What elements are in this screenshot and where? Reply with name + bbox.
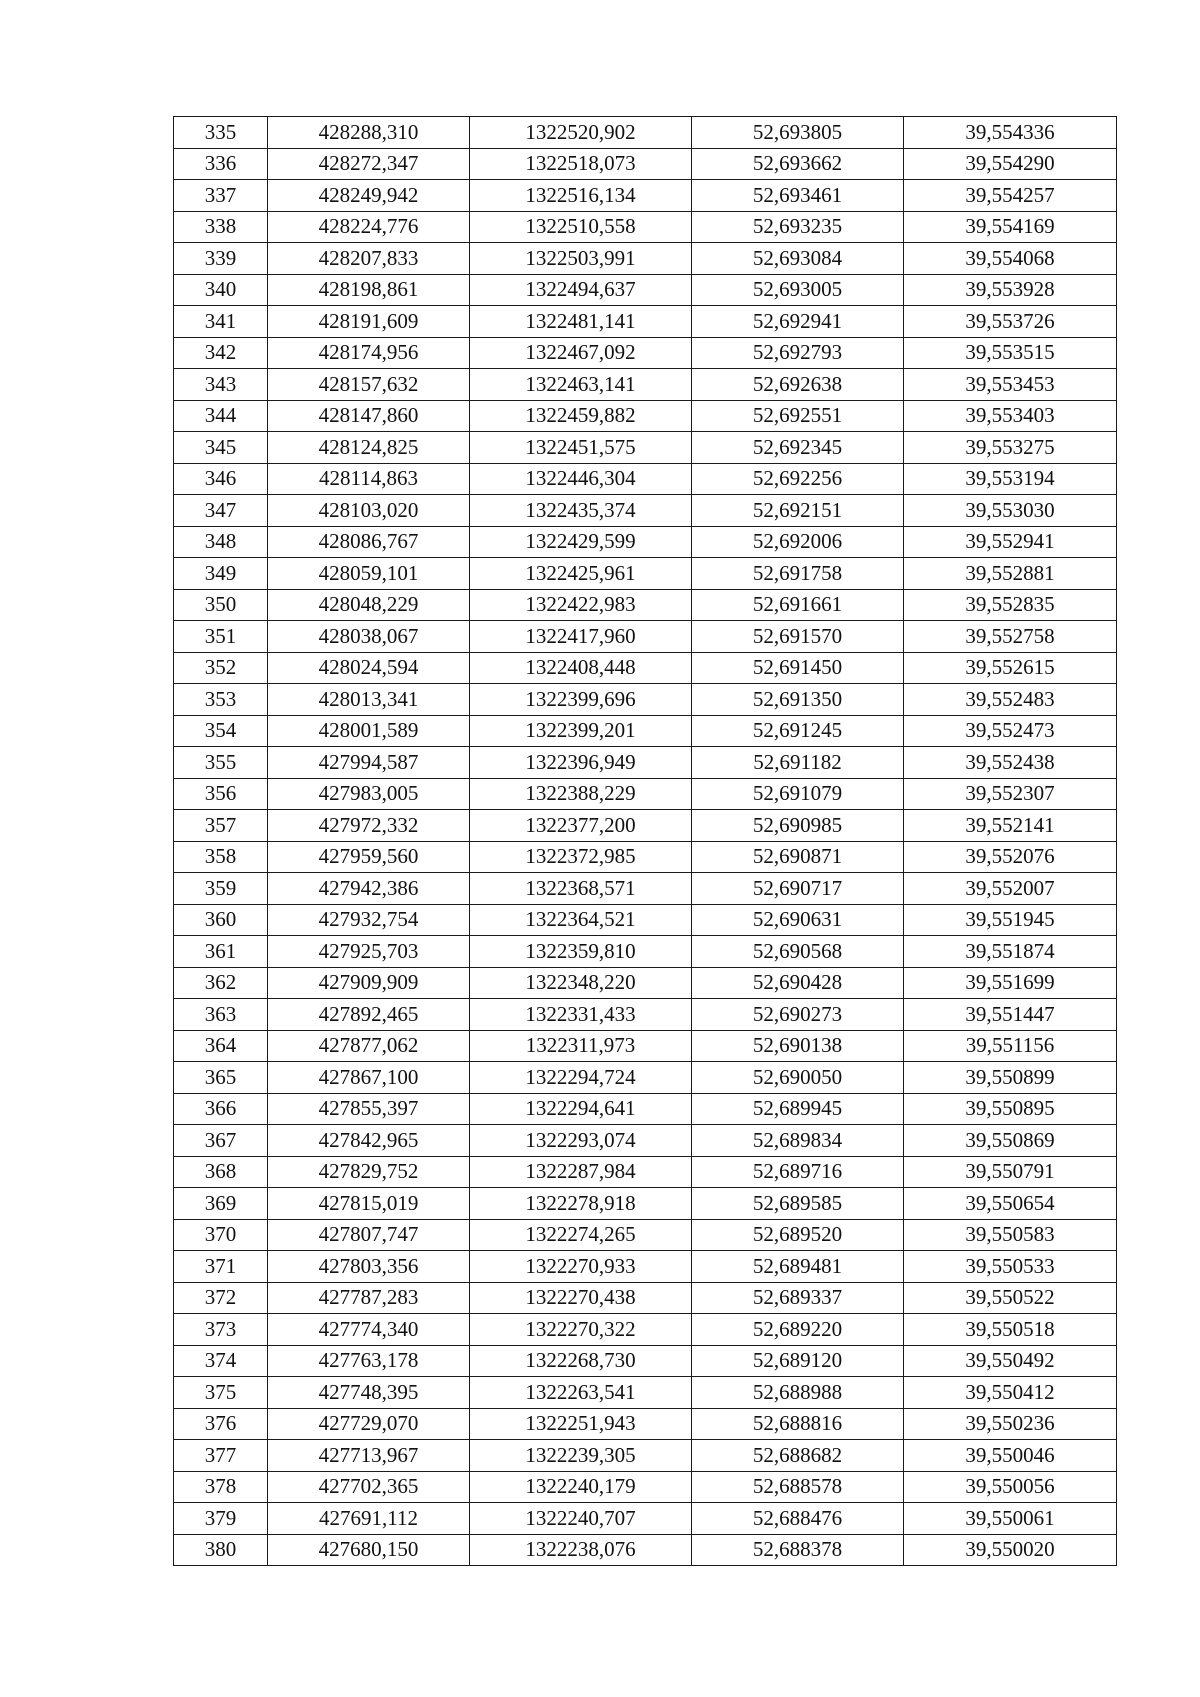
table-row: [174, 652, 1117, 684]
latitude-cell: 52,690631: [692, 904, 904, 936]
table-row: [174, 778, 1117, 810]
table-row: [174, 841, 1117, 873]
table-row: [174, 1408, 1117, 1440]
latitude-cell: 52,688988: [692, 1377, 904, 1409]
longitude-cell: 39,553515: [904, 337, 1117, 369]
latitude-cell: 52,691570: [692, 621, 904, 653]
longitude-cell: 39,552076: [904, 841, 1117, 873]
point-number-cell: 339: [174, 243, 268, 275]
longitude-cell: 39,550236: [904, 1408, 1117, 1440]
x-coordinate-cell: 427842,965: [268, 1125, 470, 1157]
table-row: [174, 306, 1117, 338]
table-row: [174, 117, 1117, 149]
longitude-cell: 39,550046: [904, 1440, 1117, 1472]
x-coordinate-cell: 428038,067: [268, 621, 470, 653]
point-number-cell: 364: [174, 1030, 268, 1062]
longitude-cell: 39,550522: [904, 1282, 1117, 1314]
x-coordinate-cell: 427829,752: [268, 1156, 470, 1188]
table-row: [174, 432, 1117, 464]
latitude-cell: 52,689585: [692, 1188, 904, 1220]
point-number-cell: 360: [174, 904, 268, 936]
y-coordinate-cell: 1322294,641: [470, 1093, 692, 1125]
longitude-cell: 39,550533: [904, 1251, 1117, 1283]
table-row: [174, 526, 1117, 558]
y-coordinate-cell: 1322239,305: [470, 1440, 692, 1472]
point-number-cell: 349: [174, 558, 268, 590]
longitude-cell: 39,553030: [904, 495, 1117, 527]
table-row: [174, 1093, 1117, 1125]
table-row: [174, 904, 1117, 936]
latitude-cell: 52,688682: [692, 1440, 904, 1472]
latitude-cell: 52,691079: [692, 778, 904, 810]
latitude-cell: 52,689120: [692, 1345, 904, 1377]
latitude-cell: 52,688378: [692, 1534, 904, 1566]
point-number-cell: 376: [174, 1408, 268, 1440]
longitude-cell: 39,551699: [904, 967, 1117, 999]
x-coordinate-cell: 427807,747: [268, 1219, 470, 1251]
latitude-cell: 52,692551: [692, 400, 904, 432]
y-coordinate-cell: 1322311,973: [470, 1030, 692, 1062]
longitude-cell: 39,550654: [904, 1188, 1117, 1220]
coordinates-table-body: [174, 117, 1117, 1566]
latitude-cell: 52,689220: [692, 1314, 904, 1346]
table-row: [174, 999, 1117, 1031]
latitude-cell: 52,690717: [692, 873, 904, 905]
point-number-cell: 337: [174, 180, 268, 212]
x-coordinate-cell: 427815,019: [268, 1188, 470, 1220]
longitude-cell: 39,550056: [904, 1471, 1117, 1503]
longitude-cell: 39,553194: [904, 463, 1117, 495]
point-number-cell: 344: [174, 400, 268, 432]
x-coordinate-cell: 428224,776: [268, 211, 470, 243]
point-number-cell: 345: [174, 432, 268, 464]
point-number-cell: 356: [174, 778, 268, 810]
table-row: [174, 369, 1117, 401]
latitude-cell: 52,690568: [692, 936, 904, 968]
x-coordinate-cell: 427909,909: [268, 967, 470, 999]
latitude-cell: 52,692006: [692, 526, 904, 558]
y-coordinate-cell: 1322408,448: [470, 652, 692, 684]
y-coordinate-cell: 1322377,200: [470, 810, 692, 842]
y-coordinate-cell: 1322467,092: [470, 337, 692, 369]
table-row: [174, 1503, 1117, 1535]
y-coordinate-cell: 1322348,220: [470, 967, 692, 999]
y-coordinate-cell: 1322251,943: [470, 1408, 692, 1440]
longitude-cell: 39,552758: [904, 621, 1117, 653]
x-coordinate-cell: 427959,560: [268, 841, 470, 873]
y-coordinate-cell: 1322240,707: [470, 1503, 692, 1535]
latitude-cell: 52,692151: [692, 495, 904, 527]
y-coordinate-cell: 1322294,724: [470, 1062, 692, 1094]
table-row: [174, 1125, 1117, 1157]
x-coordinate-cell: 427787,283: [268, 1282, 470, 1314]
x-coordinate-cell: 427803,356: [268, 1251, 470, 1283]
point-number-cell: 347: [174, 495, 268, 527]
latitude-cell: 52,693461: [692, 180, 904, 212]
x-coordinate-cell: 427680,150: [268, 1534, 470, 1566]
x-coordinate-cell: 428198,861: [268, 274, 470, 306]
y-coordinate-cell: 1322425,961: [470, 558, 692, 590]
longitude-cell: 39,554068: [904, 243, 1117, 275]
point-number-cell: 362: [174, 967, 268, 999]
table-row: [174, 684, 1117, 716]
longitude-cell: 39,550061: [904, 1503, 1117, 1535]
longitude-cell: 39,552941: [904, 526, 1117, 558]
x-coordinate-cell: 427774,340: [268, 1314, 470, 1346]
point-number-cell: 351: [174, 621, 268, 653]
longitude-cell: 39,554336: [904, 117, 1117, 149]
latitude-cell: 52,693005: [692, 274, 904, 306]
latitude-cell: 52,691350: [692, 684, 904, 716]
table-row: [174, 810, 1117, 842]
longitude-cell: 39,553453: [904, 369, 1117, 401]
table-row: [174, 1534, 1117, 1566]
point-number-cell: 373: [174, 1314, 268, 1346]
table-row: [174, 1440, 1117, 1472]
point-number-cell: 350: [174, 589, 268, 621]
x-coordinate-cell: 427855,397: [268, 1093, 470, 1125]
x-coordinate-cell: 428157,632: [268, 369, 470, 401]
y-coordinate-cell: 1322388,229: [470, 778, 692, 810]
table-row: [174, 180, 1117, 212]
y-coordinate-cell: 1322287,984: [470, 1156, 692, 1188]
latitude-cell: 52,690273: [692, 999, 904, 1031]
y-coordinate-cell: 1322451,575: [470, 432, 692, 464]
longitude-cell: 39,550412: [904, 1377, 1117, 1409]
point-number-cell: 338: [174, 211, 268, 243]
point-number-cell: 371: [174, 1251, 268, 1283]
latitude-cell: 52,693805: [692, 117, 904, 149]
latitude-cell: 52,689716: [692, 1156, 904, 1188]
table-row: [174, 495, 1117, 527]
latitude-cell: 52,691450: [692, 652, 904, 684]
table-row: [174, 274, 1117, 306]
y-coordinate-cell: 1322293,074: [470, 1125, 692, 1157]
point-number-cell: 372: [174, 1282, 268, 1314]
longitude-cell: 39,551945: [904, 904, 1117, 936]
x-coordinate-cell: 428174,956: [268, 337, 470, 369]
y-coordinate-cell: 1322520,902: [470, 117, 692, 149]
y-coordinate-cell: 1322503,991: [470, 243, 692, 275]
x-coordinate-cell: 427972,332: [268, 810, 470, 842]
latitude-cell: 52,692941: [692, 306, 904, 338]
latitude-cell: 52,689481: [692, 1251, 904, 1283]
y-coordinate-cell: 1322510,558: [470, 211, 692, 243]
longitude-cell: 39,551156: [904, 1030, 1117, 1062]
y-coordinate-cell: 1322422,983: [470, 589, 692, 621]
longitude-cell: 39,553928: [904, 274, 1117, 306]
latitude-cell: 52,692256: [692, 463, 904, 495]
latitude-cell: 52,689520: [692, 1219, 904, 1251]
latitude-cell: 52,688476: [692, 1503, 904, 1535]
longitude-cell: 39,552483: [904, 684, 1117, 716]
longitude-cell: 39,551874: [904, 936, 1117, 968]
latitude-cell: 52,691182: [692, 747, 904, 779]
point-number-cell: 341: [174, 306, 268, 338]
table-row: [174, 747, 1117, 779]
point-number-cell: 375: [174, 1377, 268, 1409]
table-row: [174, 1156, 1117, 1188]
point-number-cell: 354: [174, 715, 268, 747]
table-row: [174, 1314, 1117, 1346]
x-coordinate-cell: 427877,062: [268, 1030, 470, 1062]
x-coordinate-cell: 428288,310: [268, 117, 470, 149]
longitude-cell: 39,552438: [904, 747, 1117, 779]
y-coordinate-cell: 1322518,073: [470, 148, 692, 180]
latitude-cell: 52,691661: [692, 589, 904, 621]
point-number-cell: 370: [174, 1219, 268, 1251]
longitude-cell: 39,550492: [904, 1345, 1117, 1377]
latitude-cell: 52,689945: [692, 1093, 904, 1125]
longitude-cell: 39,551447: [904, 999, 1117, 1031]
point-number-cell: 357: [174, 810, 268, 842]
point-number-cell: 353: [174, 684, 268, 716]
point-number-cell: 355: [174, 747, 268, 779]
y-coordinate-cell: 1322399,696: [470, 684, 692, 716]
table-row: [174, 400, 1117, 432]
x-coordinate-cell: 428103,020: [268, 495, 470, 527]
longitude-cell: 39,553275: [904, 432, 1117, 464]
y-coordinate-cell: 1322494,637: [470, 274, 692, 306]
y-coordinate-cell: 1322463,141: [470, 369, 692, 401]
y-coordinate-cell: 1322459,882: [470, 400, 692, 432]
table-row: [174, 1345, 1117, 1377]
y-coordinate-cell: 1322270,933: [470, 1251, 692, 1283]
table-row: [174, 873, 1117, 905]
longitude-cell: 39,554169: [904, 211, 1117, 243]
x-coordinate-cell: 428024,594: [268, 652, 470, 684]
point-number-cell: 363: [174, 999, 268, 1031]
latitude-cell: 52,688816: [692, 1408, 904, 1440]
point-number-cell: 377: [174, 1440, 268, 1472]
point-number-cell: 368: [174, 1156, 268, 1188]
y-coordinate-cell: 1322364,521: [470, 904, 692, 936]
point-number-cell: 342: [174, 337, 268, 369]
y-coordinate-cell: 1322274,265: [470, 1219, 692, 1251]
x-coordinate-cell: 427994,587: [268, 747, 470, 779]
point-number-cell: 361: [174, 936, 268, 968]
table-row: [174, 936, 1117, 968]
x-coordinate-cell: 427729,070: [268, 1408, 470, 1440]
point-number-cell: 348: [174, 526, 268, 558]
table-row: [174, 1251, 1117, 1283]
x-coordinate-cell: 427867,100: [268, 1062, 470, 1094]
point-number-cell: 378: [174, 1471, 268, 1503]
x-coordinate-cell: 427713,967: [268, 1440, 470, 1472]
point-number-cell: 358: [174, 841, 268, 873]
longitude-cell: 39,550869: [904, 1125, 1117, 1157]
y-coordinate-cell: 1322263,541: [470, 1377, 692, 1409]
table-row: [174, 337, 1117, 369]
point-number-cell: 343: [174, 369, 268, 401]
x-coordinate-cell: 427691,112: [268, 1503, 470, 1535]
table-row: [174, 558, 1117, 590]
latitude-cell: 52,690985: [692, 810, 904, 842]
point-number-cell: 369: [174, 1188, 268, 1220]
y-coordinate-cell: 1322446,304: [470, 463, 692, 495]
x-coordinate-cell: 428059,101: [268, 558, 470, 590]
longitude-cell: 39,552615: [904, 652, 1117, 684]
y-coordinate-cell: 1322368,571: [470, 873, 692, 905]
latitude-cell: 52,691245: [692, 715, 904, 747]
x-coordinate-cell: 427702,365: [268, 1471, 470, 1503]
point-number-cell: 335: [174, 117, 268, 149]
x-coordinate-cell: 427983,005: [268, 778, 470, 810]
x-coordinate-cell: 428048,229: [268, 589, 470, 621]
latitude-cell: 52,693084: [692, 243, 904, 275]
point-number-cell: 336: [174, 148, 268, 180]
latitude-cell: 52,690050: [692, 1062, 904, 1094]
point-number-cell: 380: [174, 1534, 268, 1566]
y-coordinate-cell: 1322372,985: [470, 841, 692, 873]
y-coordinate-cell: 1322516,134: [470, 180, 692, 212]
y-coordinate-cell: 1322278,918: [470, 1188, 692, 1220]
longitude-cell: 39,552307: [904, 778, 1117, 810]
table-row: [174, 463, 1117, 495]
point-number-cell: 367: [174, 1125, 268, 1157]
longitude-cell: 39,554257: [904, 180, 1117, 212]
longitude-cell: 39,550895: [904, 1093, 1117, 1125]
longitude-cell: 39,550020: [904, 1534, 1117, 1566]
longitude-cell: 39,550791: [904, 1156, 1117, 1188]
longitude-cell: 39,550583: [904, 1219, 1117, 1251]
latitude-cell: 52,691758: [692, 558, 904, 590]
x-coordinate-cell: 428013,341: [268, 684, 470, 716]
x-coordinate-cell: 428086,767: [268, 526, 470, 558]
y-coordinate-cell: 1322396,949: [470, 747, 692, 779]
x-coordinate-cell: 428124,825: [268, 432, 470, 464]
latitude-cell: 52,692638: [692, 369, 904, 401]
table-row: [174, 589, 1117, 621]
table-row: [174, 1377, 1117, 1409]
y-coordinate-cell: 1322270,322: [470, 1314, 692, 1346]
table-row: [174, 243, 1117, 275]
y-coordinate-cell: 1322268,730: [470, 1345, 692, 1377]
latitude-cell: 52,690871: [692, 841, 904, 873]
table-row: [174, 148, 1117, 180]
latitude-cell: 52,690428: [692, 967, 904, 999]
latitude-cell: 52,690138: [692, 1030, 904, 1062]
latitude-cell: 52,693662: [692, 148, 904, 180]
point-number-cell: 346: [174, 463, 268, 495]
x-coordinate-cell: 428272,347: [268, 148, 470, 180]
longitude-cell: 39,550518: [904, 1314, 1117, 1346]
x-coordinate-cell: 428147,860: [268, 400, 470, 432]
table-row: [174, 1030, 1117, 1062]
longitude-cell: 39,552473: [904, 715, 1117, 747]
y-coordinate-cell: 1322331,433: [470, 999, 692, 1031]
y-coordinate-cell: 1322399,201: [470, 715, 692, 747]
latitude-cell: 52,688578: [692, 1471, 904, 1503]
point-number-cell: 374: [174, 1345, 268, 1377]
point-number-cell: 352: [174, 652, 268, 684]
point-number-cell: 366: [174, 1093, 268, 1125]
latitude-cell: 52,689834: [692, 1125, 904, 1157]
longitude-cell: 39,552141: [904, 810, 1117, 842]
y-coordinate-cell: 1322435,374: [470, 495, 692, 527]
point-number-cell: 340: [174, 274, 268, 306]
x-coordinate-cell: 428191,609: [268, 306, 470, 338]
x-coordinate-cell: 427748,395: [268, 1377, 470, 1409]
x-coordinate-cell: 427925,703: [268, 936, 470, 968]
table-row: [174, 967, 1117, 999]
longitude-cell: 39,554290: [904, 148, 1117, 180]
latitude-cell: 52,689337: [692, 1282, 904, 1314]
longitude-cell: 39,550899: [904, 1062, 1117, 1094]
point-number-cell: 379: [174, 1503, 268, 1535]
y-coordinate-cell: 1322238,076: [470, 1534, 692, 1566]
x-coordinate-cell: 428001,589: [268, 715, 470, 747]
table-row: [174, 621, 1117, 653]
x-coordinate-cell: 427892,465: [268, 999, 470, 1031]
y-coordinate-cell: 1322359,810: [470, 936, 692, 968]
x-coordinate-cell: 427942,386: [268, 873, 470, 905]
latitude-cell: 52,692345: [692, 432, 904, 464]
longitude-cell: 39,552881: [904, 558, 1117, 590]
table-row: [174, 715, 1117, 747]
table-row: [174, 1219, 1117, 1251]
latitude-cell: 52,693235: [692, 211, 904, 243]
latitude-cell: 52,692793: [692, 337, 904, 369]
longitude-cell: 39,553726: [904, 306, 1117, 338]
x-coordinate-cell: 428249,942: [268, 180, 470, 212]
y-coordinate-cell: 1322481,141: [470, 306, 692, 338]
table-row: [174, 1062, 1117, 1094]
x-coordinate-cell: 427763,178: [268, 1345, 470, 1377]
y-coordinate-cell: 1322270,438: [470, 1282, 692, 1314]
longitude-cell: 39,552007: [904, 873, 1117, 905]
point-number-cell: 365: [174, 1062, 268, 1094]
table-row: [174, 1188, 1117, 1220]
longitude-cell: 39,553403: [904, 400, 1117, 432]
y-coordinate-cell: 1322417,960: [470, 621, 692, 653]
table-row: [174, 211, 1117, 243]
x-coordinate-cell: 427932,754: [268, 904, 470, 936]
point-number-cell: 359: [174, 873, 268, 905]
x-coordinate-cell: 428114,863: [268, 463, 470, 495]
x-coordinate-cell: 428207,833: [268, 243, 470, 275]
y-coordinate-cell: 1322240,179: [470, 1471, 692, 1503]
y-coordinate-cell: 1322429,599: [470, 526, 692, 558]
longitude-cell: 39,552835: [904, 589, 1117, 621]
table-row: [174, 1471, 1117, 1503]
table-row: [174, 1282, 1117, 1314]
coordinates-table: [173, 116, 1117, 1566]
